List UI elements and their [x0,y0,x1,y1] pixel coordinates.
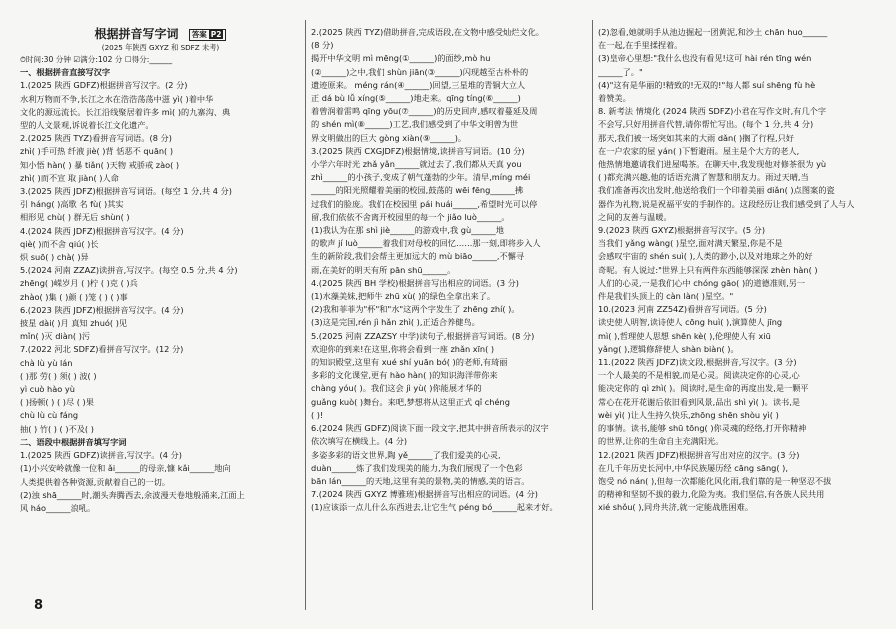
column-middle [311,26,589,606]
text-line: ( )! [311,409,324,420]
text-line: mǐn( )灭 diàn( )污 [20,331,91,342]
text-line: yì cuò hào yù [20,384,75,395]
text-line: (1)小兴安岭就像一位和 ǎi______的母亲,慷 kǎi______地向 [20,463,231,474]
text-line: 的 shén mì(⑧______)工艺,我们感受到了中华文明曾为世 [311,119,519,130]
text-line: zhào( )集 ( )颜 ( )笼 ( ) ( )事 [20,291,128,302]
text-line: 会感叹宇宙的 shén suì( ),人类的渺小,以及对地球之外的好 [598,251,813,262]
text-line: zhì( )手可热 纤液 jiè( )背 恬恶不 quān( ) [20,146,174,157]
column-left [20,26,301,606]
text-line: 知小悟 hàn( ) 暴 tiǎn( )天物 戒骄戒 zào( ) [20,159,180,170]
text-line: (3)这是完国,rén jì hǎn zhì( ),正适合养健鸟。 [311,317,480,328]
text-line: 炽 suō( ) chà( )异 [20,252,89,263]
text-line: 4.(2024 陕西 JDFZ)根据拼音写汉字。(4 分) [20,225,184,236]
text-line: 能决定你的 qì zhì( )。阅读时,是生命的再度出发,是一颗平 [598,383,809,394]
page-title [20,26,301,42]
text-line: (8 分) [311,40,334,51]
text-line: 界文明做出的巨大 gòng xiàn(⑨______)。 [311,132,467,143]
text-line: 揭开中华文明 mì mēng(①______)的面纱,mò hu [311,53,491,64]
text-line: (3)皇帝心里想:"我什么也没有看见!这可 hài rén tīng wén [598,53,812,64]
section-heading: 一、根据拼音直接写汉字 [20,67,111,78]
text-line: 多姿多彩的语文世界,陶 yě______了我们爱美的心灵, [311,449,501,460]
answer-badge [189,29,227,41]
text-line: 他热情地邀请我们进屋喝茶。在聊天中,我发现他对修茶很为 yù [598,159,827,170]
text-line: 的世界,让你的生命自主充满阳光。 [598,436,724,447]
text-line: 2.(2025 陕西 TYZ)借助拼音,完成语段,在文物中感受灿烂文化。 [311,27,544,37]
text-line: chà lù yù lán [20,357,73,368]
text-line: 多彩的文化课堂,更有 hào hàn( )的知识海洋带你来 [311,370,498,381]
text-line: 的精神和坚韧不拔的毅力,化险为夷。我们坚信,有各族人民共用 [598,489,825,500]
text-line: ______的阳光照耀着美丽的校园,鼓荡的 wēi fēng______拂 [311,185,524,196]
right-text-lines [598,26,876,515]
text-line: 3.(2025 陕西 CXGJDFZ)根据情境,读拼音写词语。(10 分) [311,145,525,156]
subtitle: (2025 年陕西 GXYZ 和 SDFZ 未考) [101,43,220,52]
text-line: 8. 新考法 情境化 (2024 陕西 SDFZ)小君在写作文时,有几个字 [598,106,827,117]
text-line: ( )那 劳( ) 须( ) 波( ) [20,370,97,381]
text-line: 7.(2024 陕西 GXYZ 博雅班)根据拼音写出相应的词语。(4 分) [311,489,538,500]
text-line: 的歌声 jí luò______着我们对母校的回忆……那一刻,即将步入人 [311,238,541,249]
answer-badge-label: 答案 [191,30,207,39]
text-line: 饱受 nó nán( ),但每一次都能化风化雨,我们靠的是一种坚忍不拔 [598,475,832,486]
text-line: 6.(2023 陕西 JDFZ)根据拼音写汉字。(4 分) [20,304,184,315]
text-line: qiè( )而不舍 qiú( )长 [20,238,99,249]
text-line: guǎng kuò( )舞台。来吧,梦想将从这里正式 qǐ chéng [311,396,510,407]
text-line: 4.(2025 陕西 BH 学校)根据拼音写出相应的词语。(3 分) [311,277,520,288]
left-text-lines [20,66,301,515]
text-line: 小学六年时光 zhǎ yǎn______就过去了,我们都从天真 you [311,159,522,170]
text-line: (4)"这有是华丽的!精致的!无双的!"每人都 suí shēng fù hè [598,79,816,90]
text-line: 7.(2022 河北 SDFZ)看拼音写汉字。(12 分) [20,344,184,355]
text-line: zhēng( )嵘岁月 ( )柠 ( )克 ( )兵 [20,278,138,289]
text-line: 遗迹原来。 méng rán(④______)回望,三星堆的青铜大立人 [311,79,526,90]
text-line: yǎng( ),逻辑修辞使人 shàn biàn( )。 [598,343,739,354]
text-line: 5.(2024 河南 ZZAZ)读拼音,写汉字。(每空 0.5 分,共 4 分) [20,265,238,276]
text-line: 件是我们头顶上的 càn làn( )星空。" [598,291,734,302]
text-line: (2)我和菲菲为"杯"和"水"这两个字发生了 zhēng zhí( )。 [311,304,520,315]
text-line: bān lán______的天地,这里有美的景物,美的情感,美的语言。 [311,475,530,486]
text-line: 人类提供着各种资源,贡献着自己的一切。 [20,476,170,487]
text-line: chàng yóu( )。我们这会 jì yù( )你能展才华的 [311,383,482,394]
text-line: 正 dá bù lǚ xíng(⑤______)地走来。qīng tíng(⑥______) [311,93,521,104]
text-line: (2)浊 shā______时,潮头奔腾西去,余波漫天卷地般涌来,江面上 [20,489,245,500]
text-line: 那天,我们被一场突如其来的大雨 dǎn( )搁了行程,只好 [598,132,794,143]
text-line: 奇呢。有人说过:"世界上只有两件东西能够深深 zhèn hàn( ) [598,264,818,275]
text-line: mì( ),哲理使人思想 shēn kè( ),伦理使人有 xiū [598,330,771,341]
text-line: 2.(2025 陕西 TYZ)看拼音写词语。(8 分) [20,133,172,144]
text-line: 在几千年历史长河中,中华民族屡历经 cāng sāng( ), [598,462,788,473]
text-line: 器作为礼物,说是祝福平安的手制作的。这段经历让我们感受到了人与人 [598,198,855,209]
column-divider [305,20,306,610]
text-line: zhì( )而不宣 取 jiàn( )人命 [20,172,119,183]
column-right [598,26,876,606]
text-line: 当我们 yǎng wàng( )星空,面对满天繁星,你是不是 [598,238,783,249]
text-line: 雨,在美好的明天有所 pān shū______。 [311,264,456,275]
text-line: ______了。" [598,66,643,77]
text-line: 1.(2025 陕西 GDFZ)根据拼音写汉字。(2 分) [20,80,188,91]
text-line: zhì______的小孩子,变成了朝气蓬勃的少年。清早,míng méi [311,172,531,183]
text-line: wèi yì( )让人生持久快乐,zhōng shēn shòu yì( ) [598,409,779,420]
text-line: ( )扬顿( ) ( )尽 ( )果 [20,397,94,408]
text-line: 着赞美。 [598,93,631,104]
text-line: 着曾润着雷鸣 qīng yōu(⑦______)的历史回声,感叹着蔓延及周 [311,106,538,117]
text-line: 一个人最美的不是相貌,而是心灵。阅读决定你的心灵,心 [598,370,800,381]
text-line: 不会写,只好用拼音代替,请你帮忙写出。(每个 1 分,共 4 分) [598,119,814,130]
text-line: 过我们的脸庞。我们在校园里 pái huái______,希望时光可以停 [311,198,538,209]
text-line: 的事情。读书,能够 shū tōng( )你灵魂的经络,打开你精神 [598,423,807,434]
text-line: 的知识殿堂,这里有 xué shí yuān bó( )的老师,有琦丽 [311,357,508,368]
text-line: ( )都充满兴趣,他的话语充满了智慧和朋友力。雨过天晴,当 [598,172,809,183]
text-line: (2)忽看,她就明手从池边掘起一团黄泥,和沙土 chān huo______ [598,27,828,37]
text-line: 6.(2024 陕西 GDFZ)阅读下面一段文字,把其中拼音所表示的汉字 [311,423,549,434]
text-line: 之间的友善与温暖。 [598,211,672,222]
text-line: 在一户农家的屋 yán( )下暂避雨。屋主是个大方的老人, [598,145,800,156]
text-line: 11.(2022 陕西 JDFZ)读文段,根据拼音,写汉字。(3 分) [598,357,797,368]
text-line: 读史使人明智,读诗使人 cōng huì( ),演算使人 jīng [598,317,783,328]
text-line: 披星 dài( )月 真知 zhuó( )见 [20,318,128,329]
text-line: 1.(2025 陕西 GDFZ)读拼音,写汉字。(4 分) [20,450,182,461]
text-line: 依次填写在横线上。(4 分) [311,436,408,447]
text-line: 文化的源远流长。长江沿线聚居着许多 mì( )的九寨沟、典 [20,106,231,117]
answer-badge-page: P2 [210,30,222,39]
text-line: (1)应该添一点儿什么东西进去,让它生气 péng bó______起来才好。 [311,502,558,513]
exam-meta: ⏱时间:30 分钟 ☑满分:102 分 ☐得分:______ [20,55,173,64]
text-line: 我们准备再次出发时,他送给我们一个印着美丽 diǎn( )点图案的瓷 [598,185,835,196]
text-line: (1)我认为在那 shì jiè______的游戏中,我 gù______地 [311,225,504,236]
text-line: 生的新阶段,我们会帮主更加远大的 mù biāo______,不懈寻 [311,251,525,262]
text-line: (②______)之中,我们 shùn jiān(③______)闪现越至古朴朴的 [311,66,529,77]
column-divider [592,20,593,610]
text-line: 留,我们依依不舍离开校园里的每一个 jiǎo luò______。 [311,211,510,222]
text-line: 10.(2023 河南 ZZ54Z)看拼音写词语。(5 分) [598,304,767,315]
text-line: 5.(2025 河南 ZZAZSY 中学)读句子,根据拼音写词语。(8 分) [311,330,535,341]
text-line: 常心在花开花谢后依旧看到风景,品出 shì yì( )。读书,是 [598,396,801,407]
text-line: 引 háng( )高歌 名 fù( )其实 [20,199,124,210]
text-line: 欢迎你的到来!在这里,你将会看到一座 zhǎn xīn( ) [311,343,495,354]
text-line: 3.(2025 陕西 JDFZ)根据拼音写词语。(每空 1 分,共 4 分) [20,186,232,197]
text-line: 抽( ) 竹( ) ( )不及( ) [20,423,94,434]
text-line: 人们的心灵,一是我们心中 chóng gāo( )的道德准则,另一 [598,277,806,288]
text-line: 型的人文景观,诉说着长江文化遗产。 [20,120,154,131]
text-line: (1)水藻美妹,把师牛 zhū xù( )的绿色全拿出来了。 [311,291,496,302]
text-line: chù lù cù fáng [20,410,79,421]
title-text: 根据拼音写字词 [94,27,179,41]
middle-text-lines [311,26,589,515]
text-line: 在一起,在手里揉捏着。 [598,40,683,51]
text-line: 水利万物而不争,长江之水在浩浩荡荡中滋 yì( )着中华 [20,93,214,104]
text-line: 9.(2023 陕西 GXYZ)根据拼音写汉字。(5 分) [598,225,766,236]
text-line: 相形见 chù( ) 群无后 shùn( ) [20,212,130,223]
text-line: duàn______炼了我们发现美的能力,为我们展现了一个色彩 [311,462,523,473]
text-line: 风 háo______浪吼。 [20,502,96,513]
text-line: 12.(2021 陕西 JDFZ)根据拼音写出对应的汉字。(3 分) [598,449,800,460]
text-line: xié shǒu( ),同舟共济,就一定能战胜困难。 [598,502,754,513]
page-number: 8 [34,598,44,613]
section-heading: 二、语段中根据拼音填写字词 [20,436,127,447]
